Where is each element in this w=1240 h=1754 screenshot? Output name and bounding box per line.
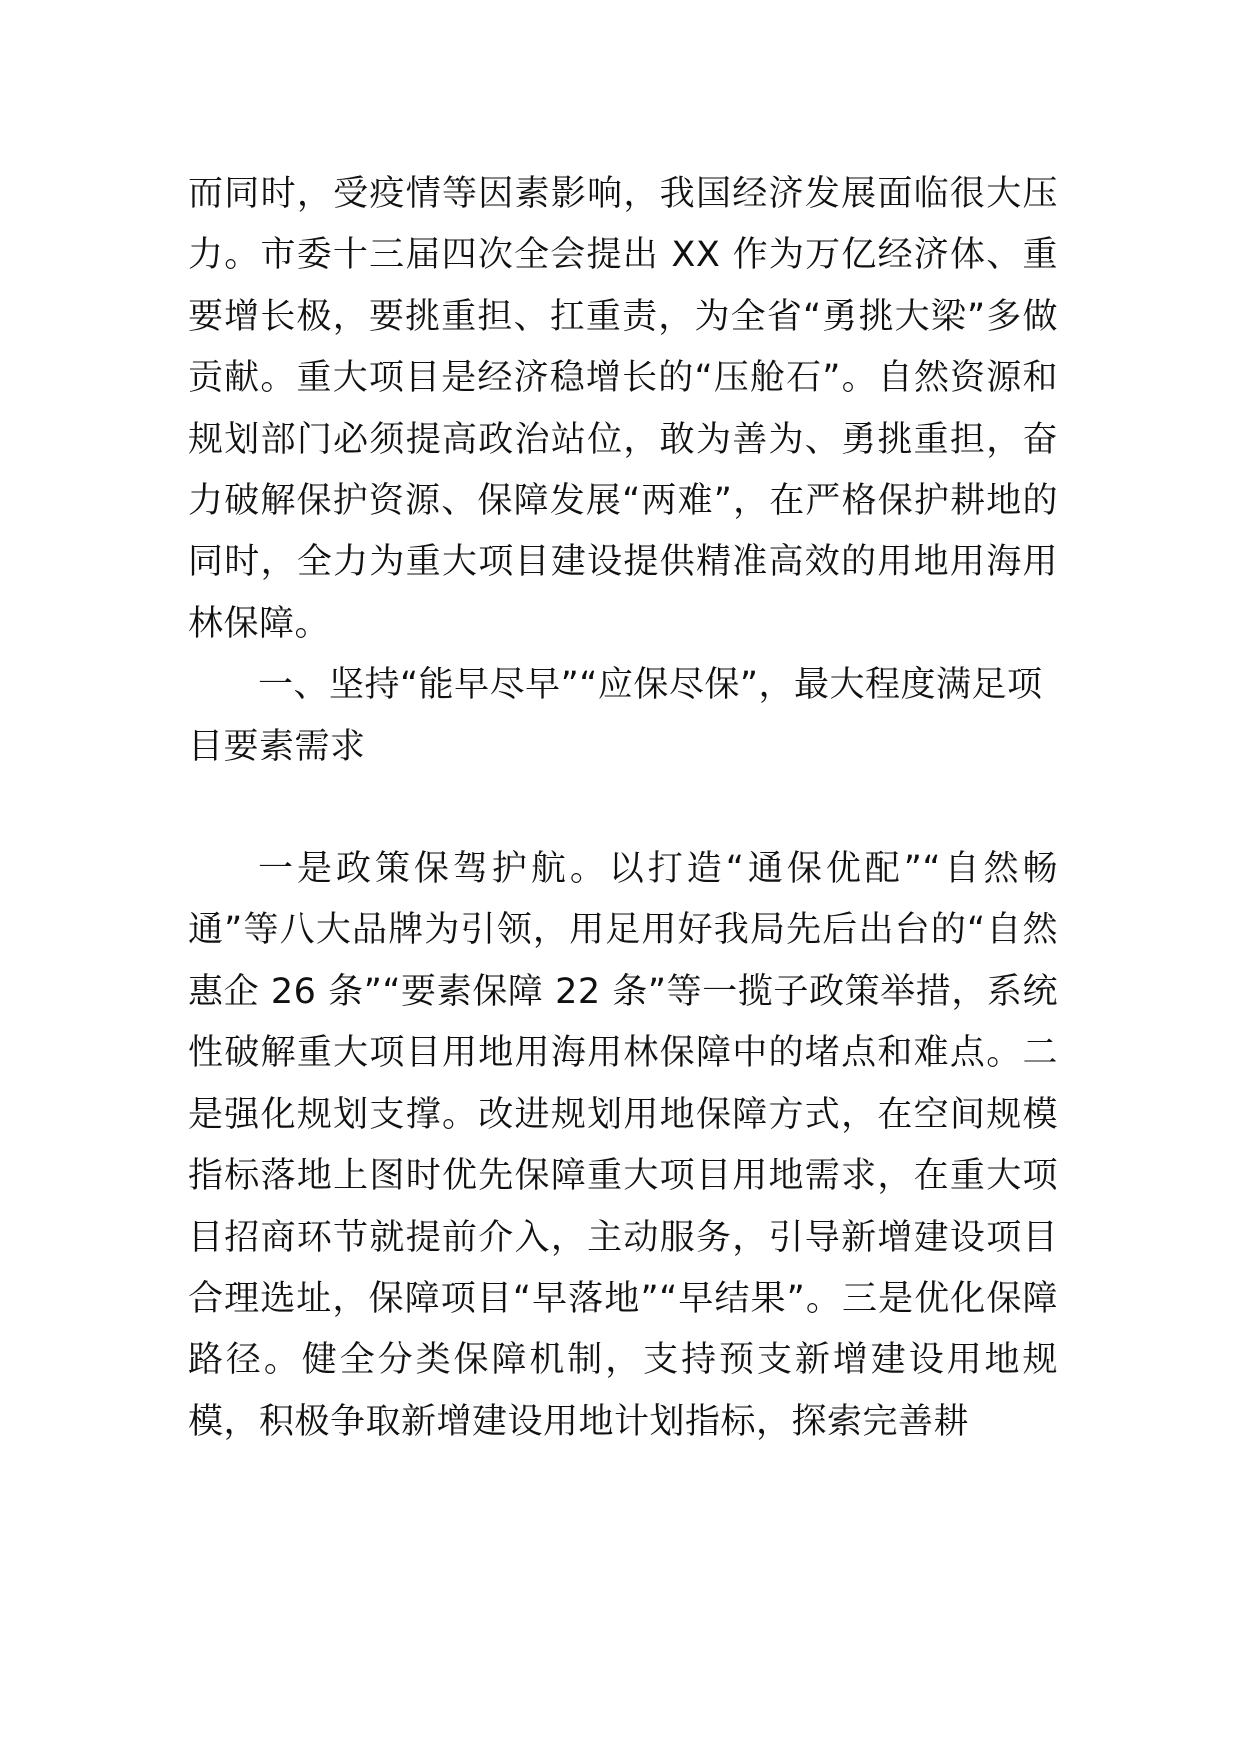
document-body bbox=[188, 164, 1058, 1453]
section-heading-1: 一、坚持“能早尽早”“应保尽保”，最大程度满足项目要素需求 bbox=[188, 665, 1043, 767]
paragraph-intro: 而同时，受疫情等因素影响，我国经济发展面临很大压力。市委十三届四次全会提出 XX 作为万亿经济体、重要增长极，要挑重担、扛重责，为全省“勇挑大梁”多做贡献。重大项目是经济稳增长的“压舱石”。自然资源和规划部门必须提高政治站位，敢为善为、勇挑重担，奋力破解保护资源、保障发展“两难”，在严格保护耕地的同时，全力为重大项目建设提供精准高效的用地用海用林保障。 bbox=[188, 174, 1058, 644]
paragraph-section-1: 一是政策保驾护航。以打造“通保优配”“自然畅通”等八大品牌为引领，用足用好我局先后出台的“自然惠企 26 条”“要素保障 22 条”等一揽子政策举措，系统性破解重大项目用地用海用林保障中的堵点和难点。二是强化规划支撑。改进规划用地保障方式，在空间规模指标落地上图时优先保障重大项目用地需求，在重大项目招商环节就提前介入，主动服务，引导新增建设项目合理选址，保障项目“早落地”“早结果”。三是优化保障路径。健全分类保障机制，支持预支新增建设用地规模，积极争取新增建设用地计划指标，探索完善耕 bbox=[188, 849, 1059, 1442]
